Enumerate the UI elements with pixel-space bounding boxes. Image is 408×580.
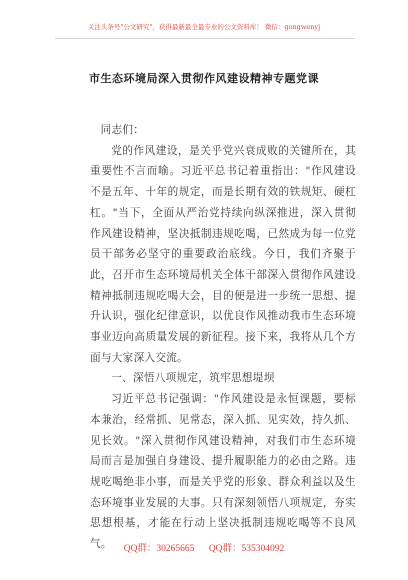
footer-qq-group-2: QQ群：535304092 bbox=[208, 544, 285, 554]
document-body bbox=[90, 120, 356, 555]
footer bbox=[0, 540, 408, 554]
header-divider bbox=[55, 38, 355, 39]
greeting: 同志们： bbox=[100, 124, 145, 136]
footer-qq-group-1: QQ群：30265665 bbox=[123, 544, 195, 554]
paragraph-section-one: 习近平总书记强调："作风建设是永恒课题，要标本兼治，经常抓、见常态，深入抓、见实效，持久抓、见长效。"深入贯彻作风建设精神，对我们市生态环境局而言是加强自身建设、提升履职能力的必由之路。违规吃喝绝非小事，而是关乎党的形象、群众利益以及生态环境事业发展的大事。只有深刻领悟八项规定，夯实思想根基，才能在行动上坚决抵制违规吃喝等不良风气。 bbox=[90, 393, 356, 551]
header-banner: 关注头条号"公文研究"，获得最新最全最专业的公文资料库！ 微信：gongwenyj bbox=[87, 23, 321, 31]
section-heading: 一、深悟八项规定，筑牢思想堤坝 bbox=[111, 372, 275, 385]
paragraph-intro: 党的作风建设，是关乎党兴衰成败的关键所在，其重要性不言而喻。习近平总书记着重指出："作风建设不是五年、十年的规定，而是长期有效的铁规矩、硬杠杠。"当下，全面从严治党持续向纵深推进，深入贯彻作风建设精神，坚决抵制违规吃喝，已然成为每一位党员干部务必坚守的重要政治底线。今日，我们齐聚于此，召开市生态环境局机关全体干部深入贯彻作风建设精神抵制违规吃喝大会，目的便是进一步统一思想、提升认识，强化纪律意识，以优良作风推动我市生态环境事业迈向高质量发展的新征程。接下来，我将从几个方面与大家深入交流。 bbox=[90, 144, 356, 364]
document-title: 市生态环境局深入贯彻作风建设精神专题党课 bbox=[89, 72, 319, 85]
